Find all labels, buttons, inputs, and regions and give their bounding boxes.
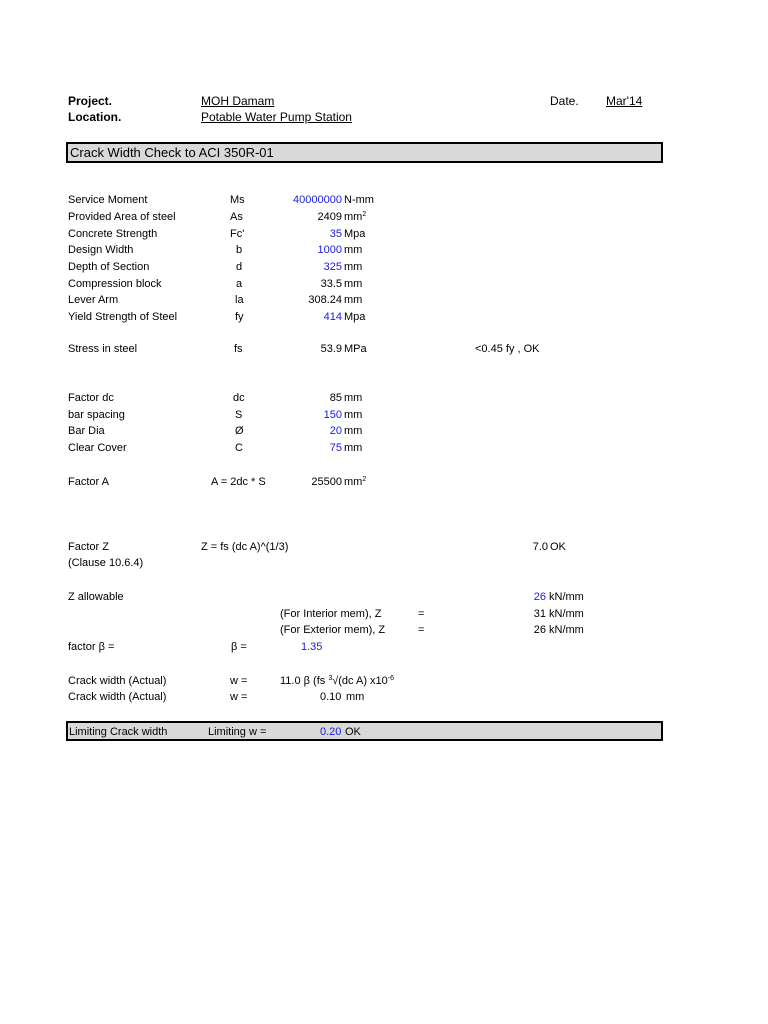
row-label: Concrete Strength xyxy=(68,228,158,240)
formula-exponent: -6 xyxy=(387,675,395,682)
row-value: 1000 xyxy=(317,244,342,256)
row-label: Clear Cover xyxy=(68,442,127,454)
limit-note: OK xyxy=(345,726,361,738)
row-value: 26 xyxy=(533,624,546,636)
row-label: factor β = xyxy=(68,641,115,653)
row-symbol: dc xyxy=(233,392,245,404)
row-label: Provided Area of steel xyxy=(68,211,176,223)
row-unit: Mpa xyxy=(344,228,366,240)
row-formula: Z = fs (dc A)^(1/3) xyxy=(201,541,289,553)
row-label: Factor dc xyxy=(68,392,114,404)
row-unit: mm xyxy=(344,392,363,404)
row-symbol: fs xyxy=(234,343,243,355)
row-unit: MPa xyxy=(344,343,367,355)
limit-label: Limiting Crack width xyxy=(69,726,168,738)
row-unit: mm xyxy=(344,244,363,256)
row-symbol: b xyxy=(236,244,243,256)
row-unit: mm xyxy=(344,409,363,421)
row-label: Design Width xyxy=(68,244,134,256)
date-label: Date. xyxy=(550,94,579,108)
unit-superscript: 2 xyxy=(362,476,367,483)
row-symbol: S xyxy=(235,409,243,421)
row-value: 20 xyxy=(329,425,342,437)
row-symbol: a xyxy=(236,278,243,290)
limit-bar xyxy=(66,721,663,741)
date-value: Mar'14 xyxy=(606,94,643,108)
row-value: 414 xyxy=(323,311,342,323)
project-value: MOH Damam xyxy=(201,94,275,108)
row-value: 31 xyxy=(533,608,546,620)
row-label: Factor Z xyxy=(68,541,109,553)
row-value: 40000000 xyxy=(293,194,342,206)
row-unit: mm xyxy=(346,691,365,703)
formula-part-a: 11.0 β (fs xyxy=(280,675,329,687)
row-unit: mm xyxy=(344,294,363,306)
row-desc: (For Exterior mem), Z xyxy=(280,624,386,636)
row-symbol: As xyxy=(230,211,243,223)
row-equals: = xyxy=(418,624,425,636)
row-note: OK xyxy=(550,541,566,553)
row-label: Depth of Section xyxy=(68,261,150,273)
row-symbol: Fc' xyxy=(230,228,245,240)
row-unit: mm xyxy=(344,278,363,290)
row-sublabel: (Clause 10.6.4) xyxy=(68,557,144,569)
row-value: 1.35 xyxy=(301,641,323,653)
row-label: bar spacing xyxy=(68,409,125,421)
row-value: 325 xyxy=(323,261,342,273)
row-value: 53.9 xyxy=(320,343,342,355)
unit-text: mm xyxy=(344,211,363,223)
row-label: Compression block xyxy=(68,278,162,290)
row-desc: (For Interior mem), Z xyxy=(280,608,382,620)
row-symbol: β = xyxy=(231,641,247,653)
row-label: Lever Arm xyxy=(68,294,119,306)
row-value: 25500 xyxy=(311,476,342,488)
location-label: Location. xyxy=(68,110,122,124)
row-value: 0.10 xyxy=(320,691,342,703)
row-value: 33.5 xyxy=(320,278,342,290)
row-symbol: fy xyxy=(235,311,244,323)
title-bar xyxy=(66,142,663,163)
limit-symbol: Limiting w = xyxy=(208,726,267,738)
row-unit: Mpa xyxy=(344,311,366,323)
row-equals: = xyxy=(418,608,425,620)
page-title: Crack Width Check to ACI 350R-01 xyxy=(70,145,274,160)
row-unit: kN/mm xyxy=(549,624,584,636)
row-symbol: w = xyxy=(230,691,248,703)
row-symbol: Ø xyxy=(235,425,244,437)
row-label: Crack width (Actual) xyxy=(68,691,167,703)
row-unit: mm xyxy=(344,442,363,454)
row-symbol: C xyxy=(235,442,243,454)
row-label: Factor A xyxy=(68,476,109,488)
row-value: 7.0 xyxy=(532,541,548,553)
row-label: Service Moment xyxy=(68,194,148,206)
row-unit: kN/mm xyxy=(549,591,584,603)
row-symbol: w = xyxy=(230,675,248,687)
row-value: 308.24 xyxy=(308,294,342,306)
row-label: Bar Dia xyxy=(68,425,105,437)
row-note: <0.45 fy , OK xyxy=(475,343,540,355)
row-value: 26 xyxy=(533,591,546,603)
project-label: Project. xyxy=(68,94,113,108)
row-symbol: d xyxy=(236,261,243,273)
formula-part-b: √(dc A) x10 xyxy=(332,675,388,687)
row-formula xyxy=(280,675,394,688)
row-unit: mm xyxy=(344,425,363,437)
row-symbol: Ms xyxy=(230,194,245,206)
formula-cube-root-index: 3 xyxy=(328,675,333,682)
row-label: Yield Strength of Steel xyxy=(68,311,178,323)
unit-superscript: 2 xyxy=(362,211,367,218)
unit-text: mm xyxy=(344,476,363,488)
location-value: Potable Water Pump Station xyxy=(201,110,352,124)
row-unit xyxy=(344,476,366,489)
row-value: 2409 xyxy=(317,211,342,223)
row-label: Z allowable xyxy=(68,591,124,603)
row-formula: A = 2dc * S xyxy=(211,476,266,488)
row-label: Stress in steel xyxy=(68,343,138,355)
row-label: Crack width (Actual) xyxy=(68,675,167,687)
row-value: 35 xyxy=(329,228,342,240)
row-unit: kN/mm xyxy=(549,608,584,620)
row-unit: mm xyxy=(344,261,363,273)
row-unit xyxy=(344,211,366,224)
row-symbol: la xyxy=(235,294,244,306)
row-unit: N-mm xyxy=(344,194,374,206)
row-value: 75 xyxy=(329,442,342,454)
limit-value: 0.20 xyxy=(320,726,342,738)
row-value: 150 xyxy=(323,409,342,421)
row-value: 85 xyxy=(329,392,342,404)
